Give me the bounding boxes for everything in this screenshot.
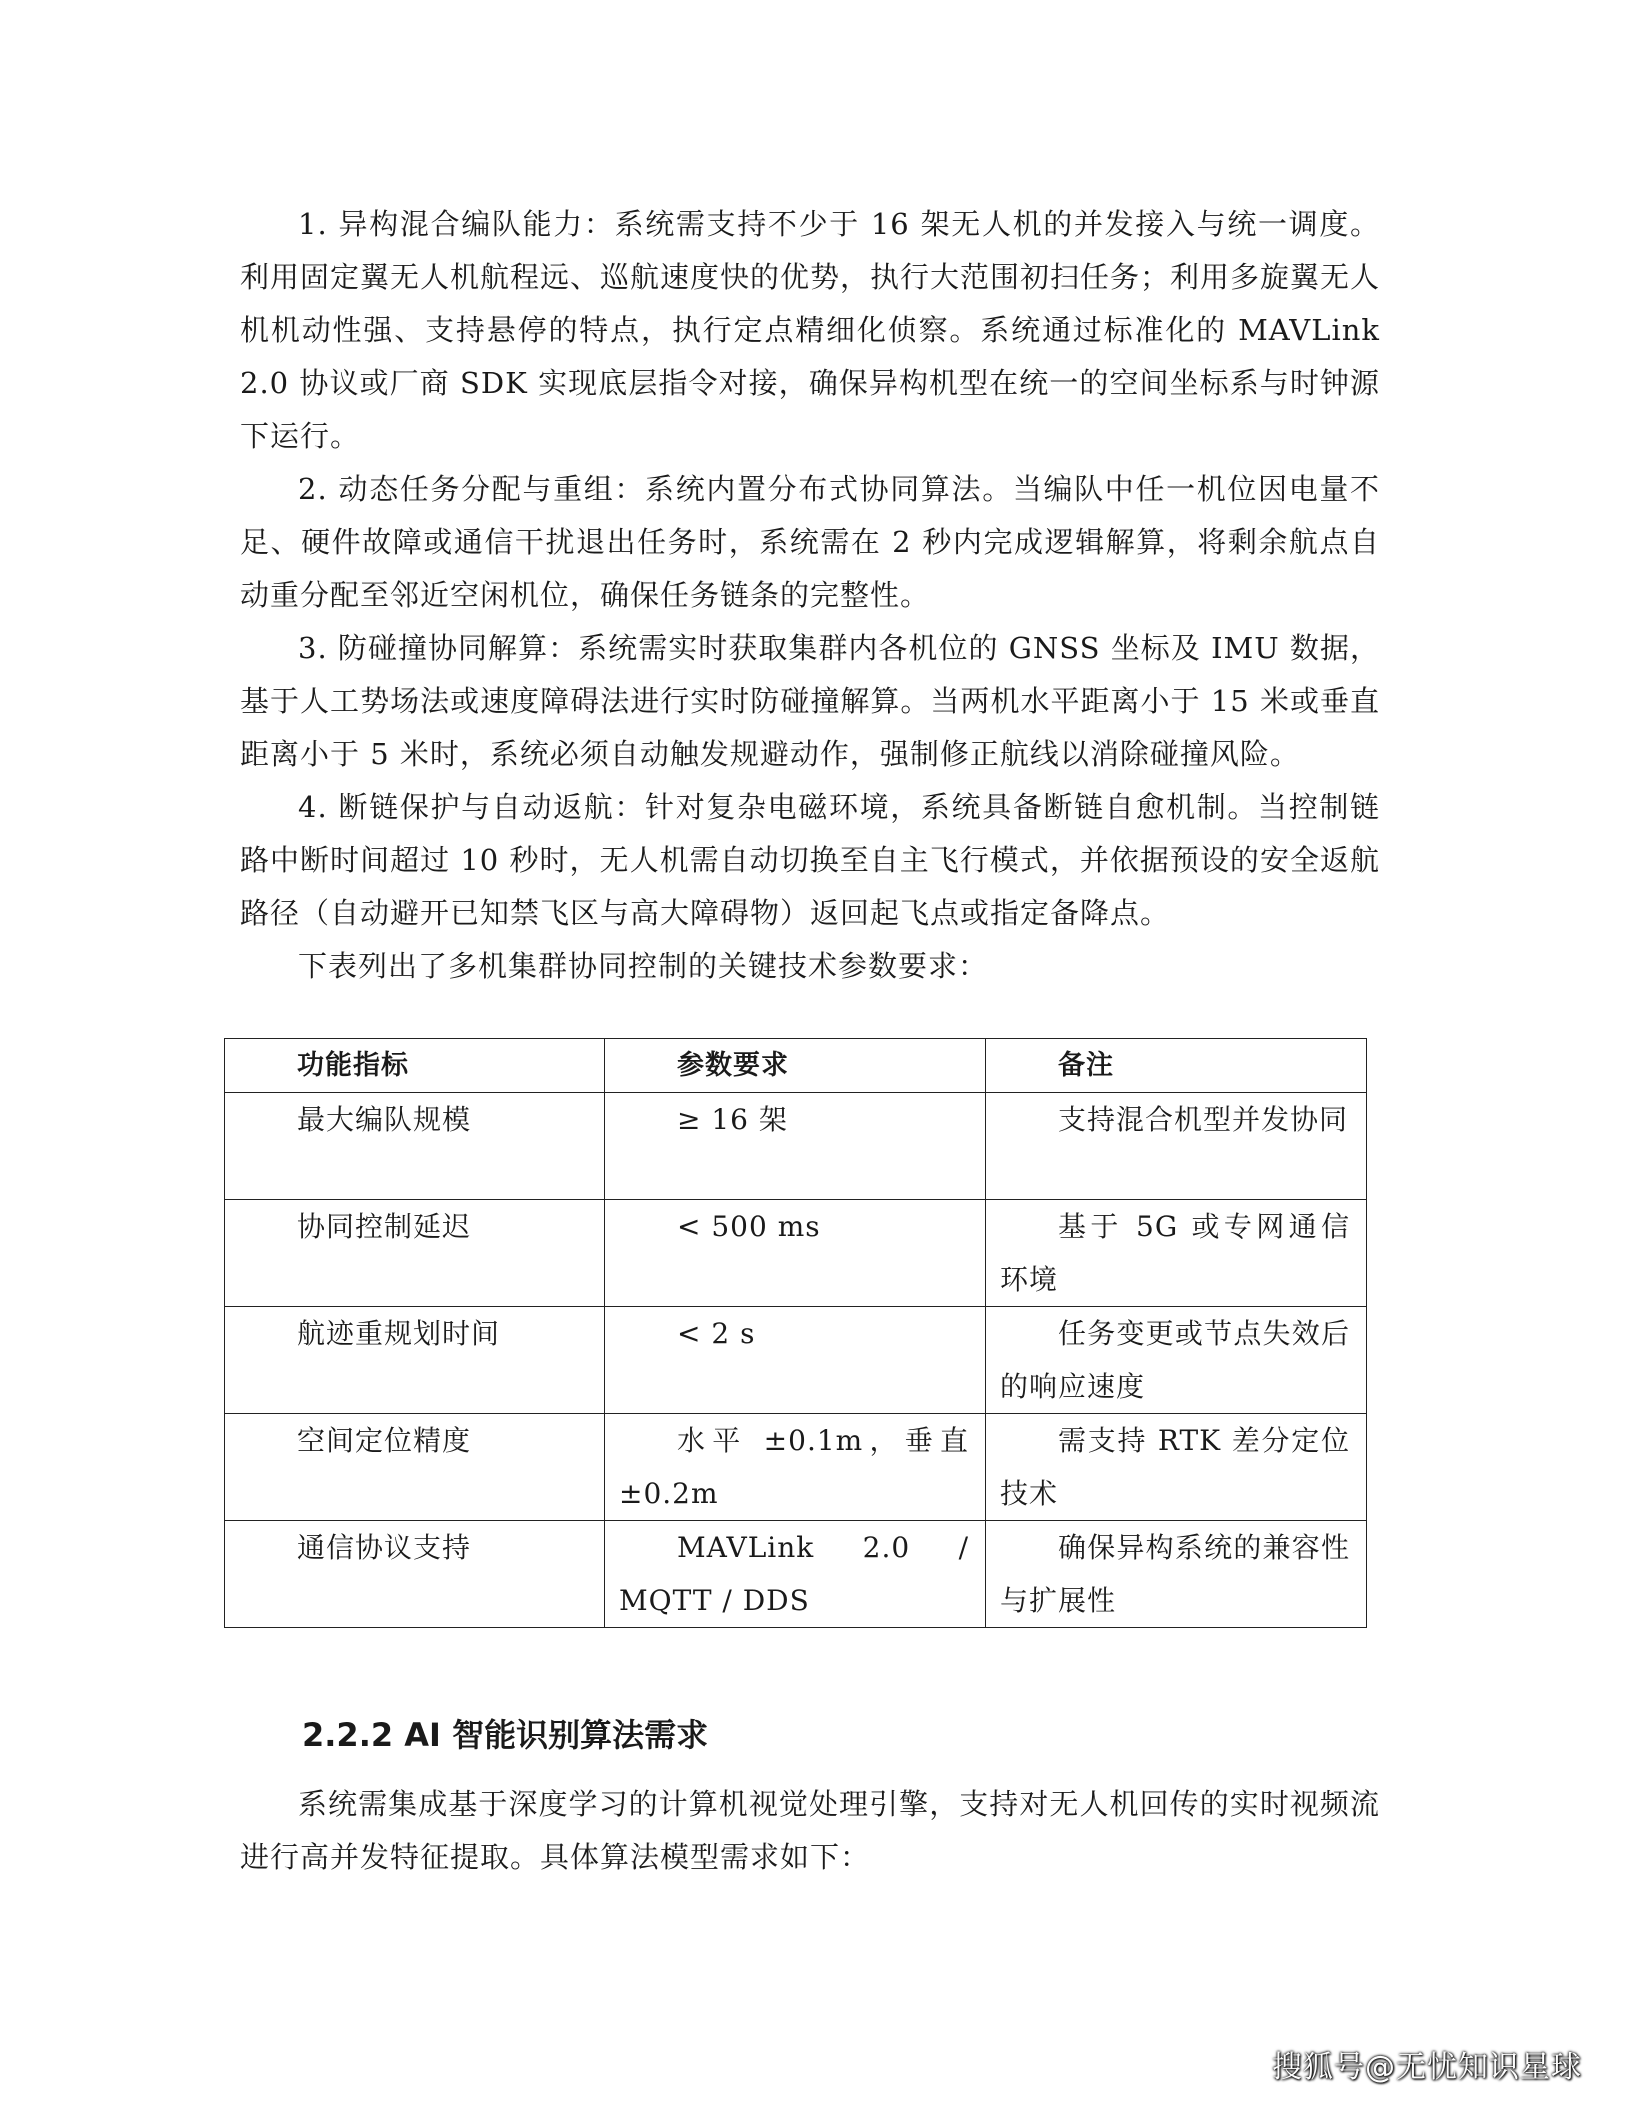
table-intro: 下表列出了多机集群协同控制的关键技术参数要求： — [298, 949, 989, 983]
paragraph-3: 3. 防碰撞协同解算：系统需实时获取集群内各机位的 GNSS 坐标及 IMU 数据，基于人工势场法或速度障碍法进行实时防碰撞解算。当两机水平距离小于 15 米或垂直距离小于 5 米时，系统必须自动触发规避动作，强制修正航线以消除碰撞风险。 — [240, 631, 1380, 771]
table-cell: 协同控制延迟 — [225, 1200, 605, 1307]
table-row — [225, 1200, 1367, 1307]
table-header-row — [225, 1039, 1367, 1093]
table-cell: < 2 s — [605, 1307, 986, 1414]
table-cell: 需支持 RTK 差分定位技术 — [986, 1414, 1367, 1521]
table-cell: 最大编队规模 — [225, 1093, 605, 1200]
table-row — [225, 1521, 1367, 1628]
table-header-cell: 功能指标 — [225, 1039, 605, 1093]
table-cell: 空间定位精度 — [225, 1414, 605, 1521]
paragraph-4: 4. 断链保护与自动返航：针对复杂电磁环境，系统具备断链自愈机制。当控制链路中断时间超过 10 秒时，无人机需自动切换至自主飞行模式，并依据预设的安全返航路径（自动避开已知禁飞区与高大障碍物）返回起飞点或指定备降点。 — [240, 790, 1380, 930]
table-row — [225, 1414, 1367, 1521]
paragraph-2: 2. 动态任务分配与重组：系统内置分布式协同算法。当编队中任一机位因电量不足、硬件故障或通信干扰退出任务时，系统需在 2 秒内完成逻辑解算，将剩余航点自动重分配至邻近空闲机位，确保任务链条的完整性。 — [240, 472, 1380, 612]
watermark: 搜狐号@无忧知识星球 — [1272, 2050, 1582, 2085]
section-heading: 2.2.2 AI 智能识别算法需求 — [302, 1716, 709, 1754]
table-cell: ≥ 16 架 — [605, 1093, 986, 1200]
table-cell: MAVLink 2.0 / MQTT / DDS — [605, 1521, 986, 1628]
paragraph-1: 1. 异构混合编队能力：系统需支持不少于 16 架无人机的并发接入与统一调度。利用固定翼无人机航程远、巡航速度快的优势，执行大范围初扫任务；利用多旋翼无人机机动性强、支持悬停的特点，执行定点精细化侦察。系统通过标准化的 MAVLink 2.0 协议或厂商 SDK 实现底层指令对接，确保异构机型在统一的空间坐标系与时钟源下运行。 — [240, 207, 1381, 453]
table-cell: 支持混合机型并发协同 — [986, 1093, 1367, 1200]
table-header-cell: 参数要求 — [605, 1039, 986, 1093]
table-cell: 任务变更或节点失效后的响应速度 — [986, 1307, 1367, 1414]
table-cell: 通信协议支持 — [225, 1521, 605, 1628]
table-row — [225, 1307, 1367, 1414]
parameters-table — [224, 1038, 1367, 1628]
table-cell: < 500 ms — [605, 1200, 986, 1307]
table-cell: 水平 ±0.1m，垂直±0.2m — [605, 1414, 986, 1521]
table-cell: 确保异构系统的兼容性与扩展性 — [986, 1521, 1367, 1628]
table-header-cell: 备注 — [986, 1039, 1367, 1093]
table-row — [225, 1093, 1367, 1200]
closing-paragraph: 系统需集成基于深度学习的计算机视觉处理引擎，支持对无人机回传的实时视频流进行高并发特征提取。具体算法模型需求如下： — [240, 1787, 1380, 1874]
closing-text — [240, 1778, 1380, 1884]
body-text — [240, 198, 1380, 993]
table-cell: 航迹重规划时间 — [225, 1307, 605, 1414]
table-cell: 基于 5G 或专网通信环境 — [986, 1200, 1367, 1307]
